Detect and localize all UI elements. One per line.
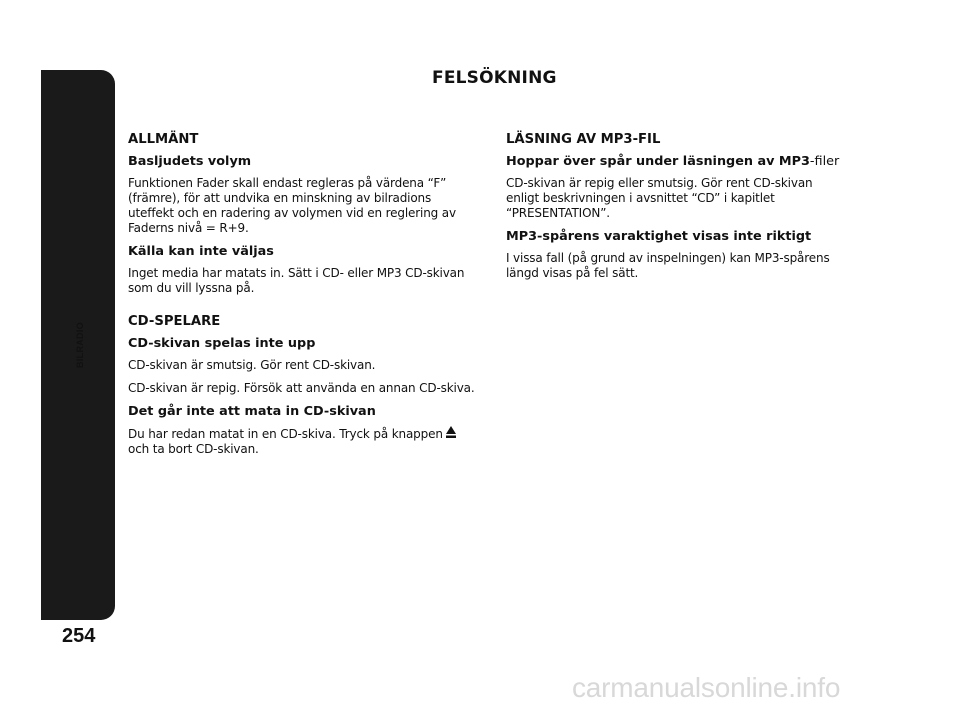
paragraph-hoppar: CD-skivan är repig eller smutsig. Gör rent CD-skivan enligt beskrivningen i avsnittet “CD” i kapitlet “PRESENTATION”. [506,176,813,220]
paragraph-cd-smutsig: CD-skivan är smutsig. Gör rent CD-skivan. [128,358,376,372]
paragraph-basljud: Funktionen Fader skall endast regleras på värdena “F” (främre), för att undvika en minskning av bilradions uteffekt och en radering av volymen vid en reglering av Faderns nivå = R+9. [128,176,456,235]
subheading-kalla: Källa kan inte väljas [128,244,274,259]
paragraph-varaktighet: I vissa fall (på grund av inspelningen) kan MP3-spårens längd visas på fel sätt. [506,251,830,280]
subheading-cd-spelas: CD-skivan spelas inte upp [128,336,316,351]
watermark: carmanualsonline.info [572,672,841,703]
section-heading-allmant: ALLMÄNT [128,132,199,147]
section-label: BILRADIO [75,322,85,368]
subheading-varaktighet: MP3-spårens varaktighet visas inte riktigt [506,229,812,244]
subheading-hoppar [506,154,846,170]
section-heading-cd-spelare: CD-SPELARE [128,314,221,329]
paragraph-cd-repig: CD-skivan är repig. Försök att använda en annan CD-skiva. [128,381,475,395]
paragraph-mata-in [128,426,478,457]
section-heading-mp3: LÄSNING AV MP3-FIL [506,132,661,147]
page-number: 254 [62,625,96,647]
left-column [128,132,478,465]
hoppar-bold: Hoppar över spår under läsningen av MP3 [506,154,810,169]
subheading-mata-in: Det går inte att mata in CD-skivan [128,404,376,419]
mata-text-2: och ta bort CD-skivan. [128,442,259,456]
mata-text-1: Du har redan matat in en CD-skiva. Tryck på knappen [128,427,443,441]
paragraph-kalla: Inget media har matats in. Sätt i CD- eller MP3 CD-skivan som du vill lyssna på. [128,266,465,295]
page-title: FELSÖKNING [432,68,557,88]
right-column [506,132,846,289]
subheading-basljud: Basljudets volym [128,154,252,169]
hoppar-suffix: -filer [809,154,840,169]
eject-icon [446,426,456,442]
